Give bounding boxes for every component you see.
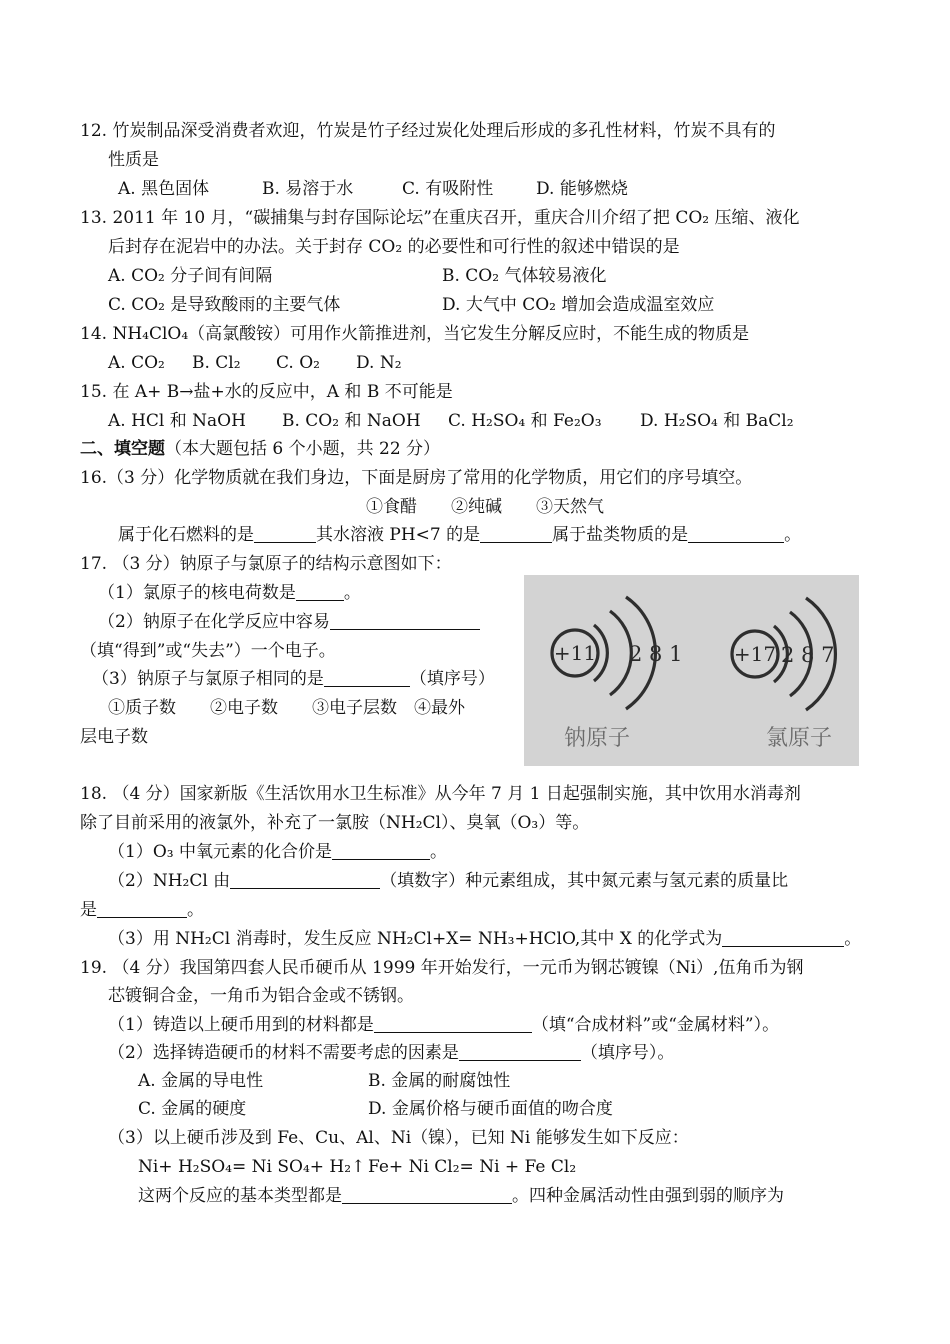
sodium-shell-electrons: 2 8 1 — [629, 642, 683, 666]
q18-blank-1[interactable] — [332, 841, 430, 860]
q19-blank-3[interactable] — [342, 1185, 512, 1204]
q15-stem: 15. 在 A+ B→盐+水的反应中，A 和 B 不可能是 — [80, 382, 453, 402]
atom-structure-diagram — [524, 575, 859, 766]
q16-blank-3[interactable] — [688, 524, 784, 543]
q19-equation-2: Fe+ Ni Cl₂= Ni + Fe Cl₂ — [368, 1157, 577, 1177]
q18-sub1 — [108, 840, 447, 864]
q17-sub1 — [98, 581, 361, 605]
q19-sub2-end: （填序号）。 — [580, 1043, 675, 1063]
q19-sub4 — [138, 1184, 784, 1208]
q17-sub3 — [92, 667, 495, 691]
q17-blank-1[interactable] — [296, 582, 344, 601]
q16-stem: 16.（3 分）化学物质就在我们身边，下面是厨房了常用的化学物质，用它们的序号填空。 — [80, 468, 753, 488]
q15-option-b: B. CO₂ 和 NaOH — [282, 411, 421, 431]
section-2-heading — [80, 437, 440, 461]
q18-stem-line2: 除了目前采用的液氯外，补充了一氯胺（NH₂Cl）、臭氧（O₃）等。 — [80, 813, 590, 833]
q19-sub2 — [108, 1041, 674, 1065]
q18-sub2 — [108, 869, 788, 893]
q17-options-cont: 层电子数 — [80, 727, 148, 747]
q12-stem-line1: 12. 竹炭制品深受消费者欢迎，竹炭是竹子经过炭化处理后形成的多孔性材料，竹炭不具有的 — [80, 121, 776, 141]
q19-stem-line2: 芯镀铜合金，一角币为铝合金或不锈钢。 — [108, 986, 414, 1006]
q17-sub2-text: （2）钠原子在化学反应中容易 — [98, 612, 330, 632]
q19-stem-line1: 19. （4 分）我国第四套人民币硬币从 1999 年开始发行，一元币为钢芯镀镍（Ni）,伍角币为钢 — [80, 958, 804, 978]
q18-sub2-line2 — [80, 898, 204, 922]
q19-sub4-cont: 。四种金属活动性由强到弱的顺序为 — [512, 1186, 784, 1206]
q18-sub3-end: 。 — [844, 929, 862, 949]
q16-end: 。 — [784, 525, 802, 545]
q13-option-a: A. CO₂ 分子间有间隔 — [108, 266, 273, 286]
q17-sub1-end: 。 — [343, 583, 361, 603]
q16-blank-1[interactable] — [254, 524, 316, 543]
q19-equation-1: Ni+ H₂SO₄= Ni SO₄+ H₂↑ — [138, 1157, 366, 1177]
q12-stem-line2: 性质是 — [108, 150, 159, 170]
atom-structure-figure — [524, 575, 859, 766]
chlorine-nucleus-charge: +17 — [733, 642, 777, 666]
q13-option-c: C. CO₂ 是导致酸雨的主要气体 — [108, 295, 341, 315]
sodium-atom-label: 钠原子 — [564, 726, 631, 751]
q15-option-a: A. HCl 和 NaOH — [108, 411, 246, 431]
q18-sub3 — [108, 927, 861, 951]
q12-option-b: B. 易溶于水 — [262, 179, 354, 199]
chlorine-shell-electrons: 2 8 7 — [781, 643, 835, 667]
q18-sub3-text: （3）用 NH₂Cl 消毒时，发生反应 NH₂Cl+X= NH₃+HClO,其中 X 的化学式为 — [108, 929, 723, 949]
q19-option-c: C. 金属的硬度 — [138, 1099, 247, 1119]
q18-blank-4[interactable] — [722, 928, 844, 947]
q17-options: ①质子数 ②电子数 ③电子层数 ④最外 — [108, 698, 465, 718]
q18-stem-line1: 18. （4 分）国家新版《生活饮用水卫生标准》从今年 7 月 1 日起强制实施，其中饮用水消毒剂 — [80, 784, 801, 804]
q14-option-a: A. CO₂ — [108, 353, 165, 373]
q19-sub4-text: 这两个反应的基本类型都是 — [138, 1186, 342, 1206]
sodium-nucleus-charge: +11 — [553, 641, 597, 665]
q17-stem: 17. （3 分）钠原子与氯原子的结构示意图如下： — [80, 554, 452, 574]
q18-sub1-text: （1）O₃ 中氧元素的化合价是 — [108, 842, 332, 862]
q17-sub1-text: （1）氯原子的核电荷数是 — [98, 583, 296, 603]
q18-sub2-cont: （填数字）种元素组成，其中氮元素与氢元素的质量比 — [380, 871, 789, 891]
chlorine-atom-label: 氯原子 — [766, 726, 833, 751]
q17-blank-2[interactable] — [330, 611, 480, 630]
q18-sub2-text: （2）NH₂Cl 由 — [108, 871, 231, 891]
q16-prompt-1: 属于化石燃料的是 — [118, 525, 254, 545]
q14-stem: 14. NH₄ClO₄（高氯酸铵）可用作火箭推进剂，当它发生分解反应时，不能生成的物质是 — [80, 324, 750, 344]
q17-blank-3[interactable] — [324, 668, 410, 687]
q15-option-d: D. H₂SO₄ 和 BaCl₂ — [640, 411, 794, 431]
q12-option-c: C. 有吸附性 — [402, 179, 494, 199]
q13-option-d: D. 大气中 CO₂ 增加会造成温室效应 — [442, 295, 715, 315]
q17-sub3-end: （填序号） — [409, 669, 495, 689]
q13-stem-line2: 后封存在泥岩中的办法。关于封存 CO₂ 的必要性和可行性的叙述中错误的是 — [108, 237, 680, 257]
q16-blanks-line — [118, 523, 801, 547]
q12-option-a: A. 黑色固体 — [118, 179, 210, 199]
q19-sub1 — [108, 1013, 779, 1037]
q18-sub2-text2: 是 — [80, 900, 97, 920]
q14-option-c: C. O₂ — [276, 353, 320, 373]
q19-option-b: B. 金属的耐腐蚀性 — [368, 1071, 511, 1091]
q17-sub2 — [98, 610, 480, 634]
q16-blank-2[interactable] — [480, 524, 552, 543]
q19-sub1-text: （1）铸造以上硬币用到的材料都是 — [108, 1015, 374, 1035]
q14-option-d: D. N₂ — [356, 353, 402, 373]
q19-sub3: （3）以上硬币涉及到 Fe、Cu、Al、Ni（镍），已知 Ni 能够发生如下反应： — [108, 1128, 689, 1148]
q12-option-d: D. 能够燃烧 — [536, 179, 628, 199]
q18-sub1-end: 。 — [429, 842, 447, 862]
q16-choices: ①食醋 ②纯碱 ③天然气 — [366, 497, 604, 517]
q19-blank-2[interactable] — [459, 1042, 581, 1061]
q17-sub3-text: （3）钠原子与氯原子相同的是 — [92, 669, 324, 689]
q16-prompt-2: 其水溶液 PH<7 的是 — [316, 525, 481, 545]
q19-sub1-end: （填“合成材料”或“金属材料”）。 — [531, 1015, 780, 1035]
q19-option-a: A. 金属的导电性 — [138, 1071, 264, 1091]
section-2-title: 二、填空题 — [80, 439, 165, 459]
q18-blank-3[interactable] — [97, 899, 187, 918]
q18-sub2-end: 。 — [187, 900, 204, 920]
section-2-note: （本大题包括 6 个小题，共 22 分） — [165, 439, 441, 459]
q19-blank-1[interactable] — [374, 1014, 532, 1033]
q19-option-d: D. 金属价格与硬币面值的吻合度 — [368, 1099, 613, 1119]
q14-option-b: B. Cl₂ — [192, 353, 241, 373]
q19-sub2-text: （2）选择铸造硬币的材料不需要考虑的因素是 — [108, 1043, 459, 1063]
q17-sub2-cont: （填“得到”或“失去”）一个电子。 — [80, 641, 336, 661]
q13-stem-line1: 13. 2011 年 10 月，“碳捕集与封存国际论坛”在重庆召开，重庆合川介绍了把 CO₂ 压缩、液化 — [80, 208, 800, 228]
q15-option-c: C. H₂SO₄ 和 Fe₂O₃ — [448, 411, 602, 431]
q16-prompt-3: 属于盐类物质的是 — [552, 525, 689, 545]
q13-option-b: B. CO₂ 气体较易液化 — [442, 266, 607, 286]
q18-blank-2[interactable] — [230, 870, 380, 889]
